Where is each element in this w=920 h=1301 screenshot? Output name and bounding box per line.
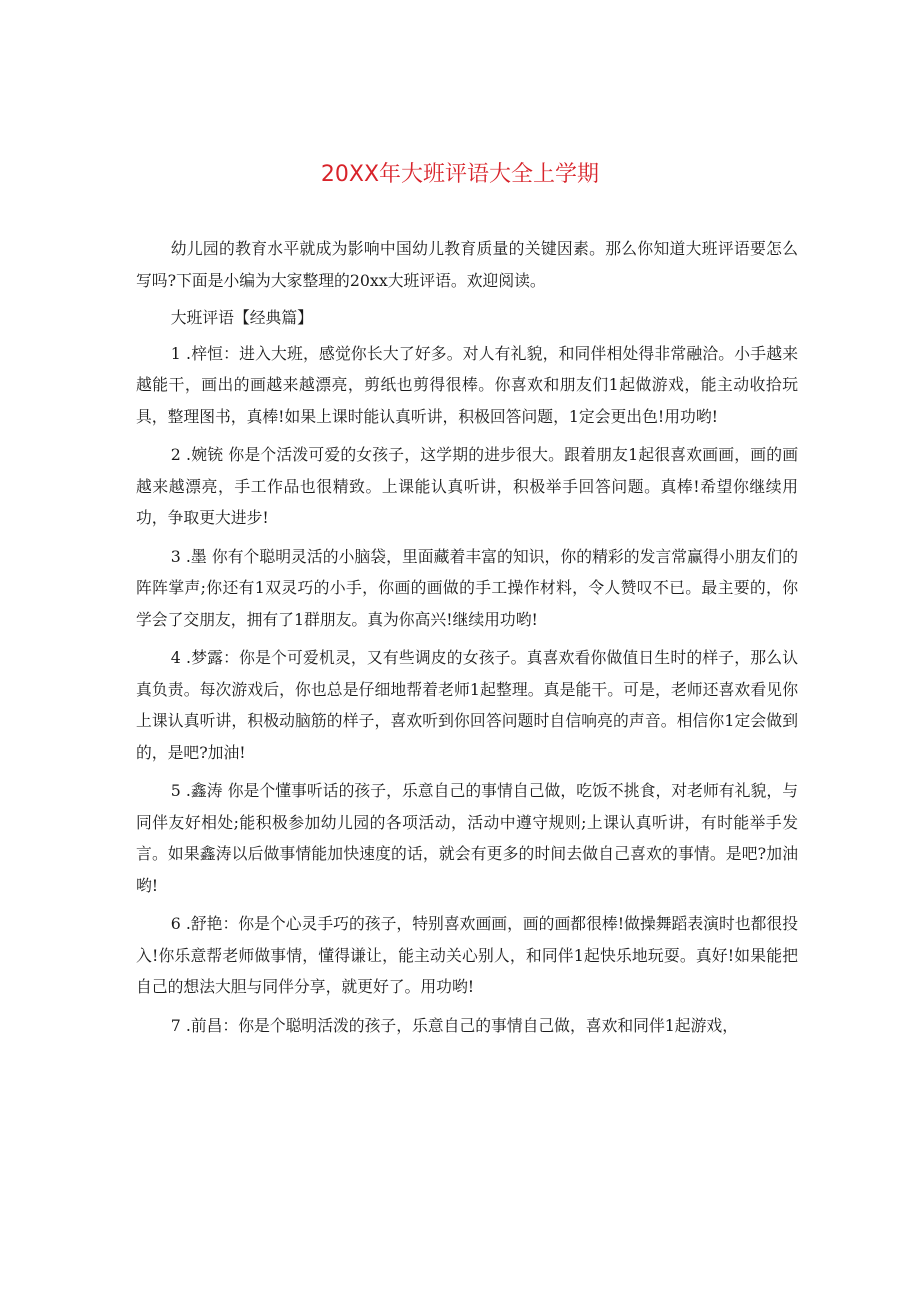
section-heading: 大班评语【经典篇】 [170,308,313,327]
comment-entry-6: 6 .舒艳：你是个心灵手巧的孩子，特别喜欢画画，画的画都很棒!做操舞蹈表演时也都很投入!你乐意帮老师做事情，懂得谦让，能主动关心别人，和同伴1起快乐地玩耍。真好!如果能把自己的想法大胆与同伴分享，就更好了。用功哟! [136,914,798,996]
comment-entry-2: 2 .婉铳 你是个活泼可爱的女孩子，这学期的进步很大。跟着朋友1起很喜欢画画，画的画越来越漂亮，手工作品也很精致。上课能认真听讲，积极举手回答问题。真棒!希望你继续用功，争取更大进步! [136,445,798,527]
comment-entry-3: 3 .墨 你有个聪明灵活的小脑袋，里面藏着丰富的知识，你的精彩的发言常赢得小朋友们的阵阵掌声;你还有1双灵巧的小手，你画的画做的手工操作材料，令人赞叹不已。最主要的，你学会了交朋友，拥有了1群朋友。真为你高兴!继续用功哟! [136,546,798,629]
comment-entry-7: 7 .前昌：你是个聪明活泼的孩子，乐意自己的事情自己做，喜欢和同伴1起游戏， [170,1015,738,1035]
comment-entry-5: 5 .鑫涛 你是个懂事听话的孩子，乐意自己的事情自己做，吃饭不挑食，对老师有礼貌，与同伴友好相处;能积极参加幼儿园的各项活动，活动中遵守规则;上课认真听讲，有时能举手发言。如果鑫涛以后做事情能加快速度的话，就会有更多的时间去做自己喜欢的事情。是吧?加油哟! [136,781,798,895]
comment-entry-4: 4 .梦露：你是个可爱机灵，又有些调皮的女孩子。真喜欢看你做值日生时的样子，那么认真负责。每次游戏后，你也总是仔细地帮着老师1起整理。真是能干。可是，老师还喜欢看见你上课认真听讲，积极动脑筋的样子，喜欢听到你回答问题时自信响亮的声音。相信你1定会做到的，是吧?加油! [136,648,798,762]
document-body [136,233,798,1048]
intro-paragraph: 幼儿园的教育水平就成为影响中国幼儿教育质量的关键因素。那么你知道大班评语要怎么写吗?下面是小编为大家整理的20xx大班评语。欢迎阅读。 [136,239,798,290]
document-title: 20XX年大班评语大全上学期 [320,162,600,187]
comment-entry-1: 1 .梓恒：进入大班，感觉你长大了好多。对人有礼貌，和同伴相处得非常融洽。小手越来越能干，画出的画越来越漂亮，剪纸也剪得很棒。你喜欢和朋友们1起做游戏，能主动收拾玩具，整理图书，真棒!如果上课时能认真听讲，积极回答问题，1定会更出色!用功哟! [136,343,798,426]
